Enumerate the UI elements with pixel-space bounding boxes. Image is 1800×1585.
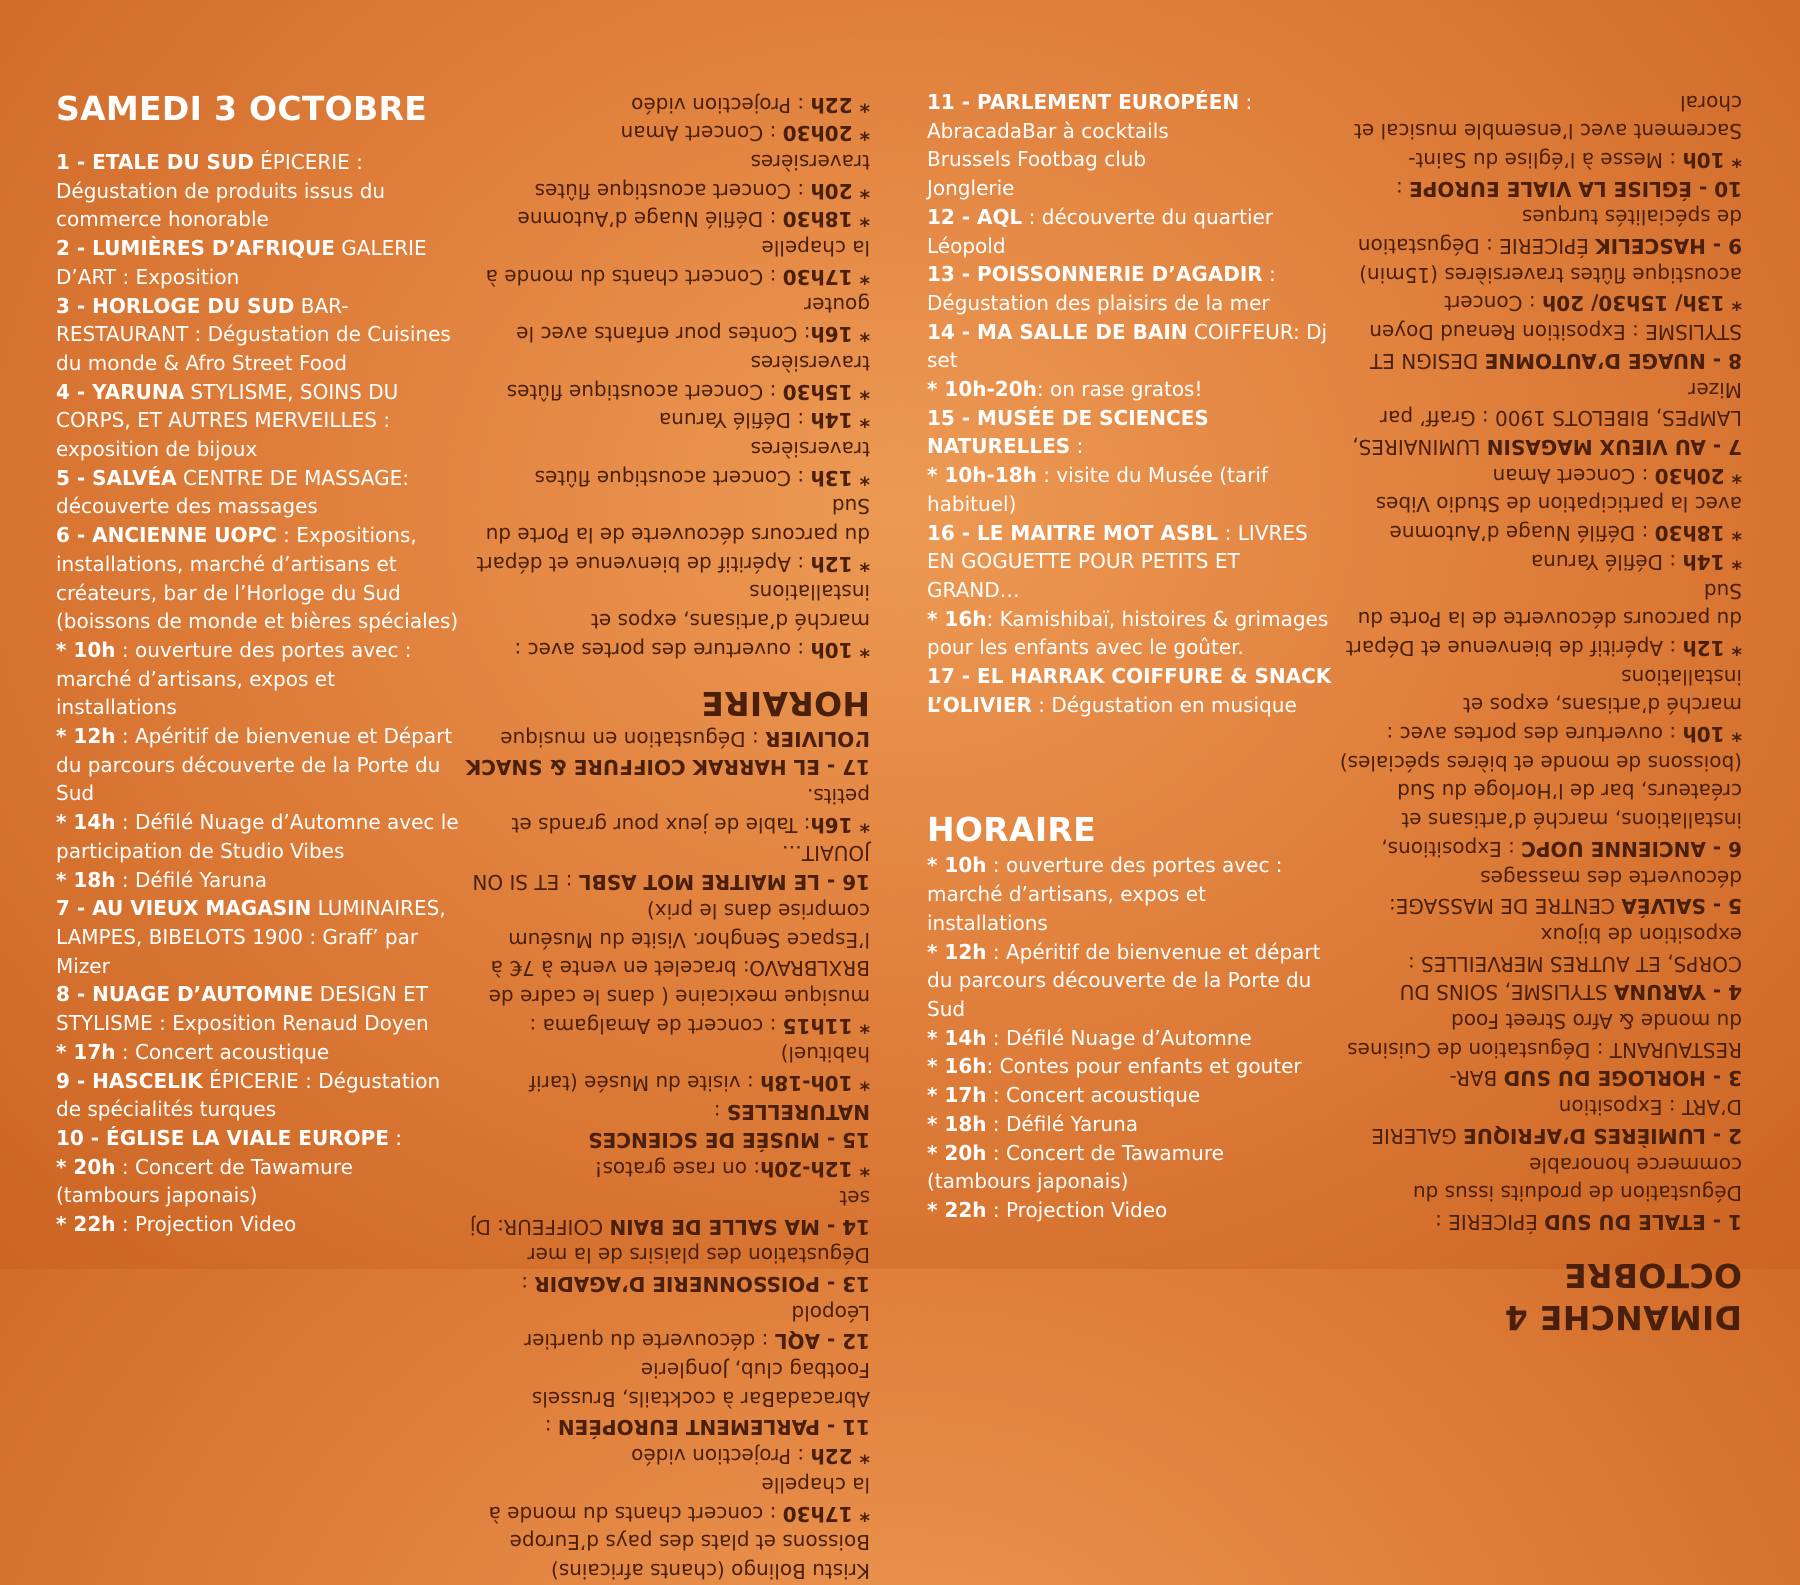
entry-text: : Défilé Yaruna bbox=[986, 1111, 1139, 1136]
entry-heading: * 18h30 bbox=[1654, 521, 1742, 546]
program-entry bbox=[465, 1298, 870, 1355]
program-entry bbox=[465, 434, 870, 491]
entry-text: : concert chants du monde à la chapelle bbox=[488, 1473, 870, 1526]
entry-text: : bbox=[1395, 176, 1410, 201]
entry-text: AbracadaBar à cocktails, Brussels Footbag club, Jonglerie bbox=[531, 1358, 870, 1411]
entry-heading: * 20h bbox=[927, 1140, 987, 1165]
entry-text: : on rase gratos! bbox=[1036, 377, 1203, 402]
entry-heading: * 16h bbox=[927, 1054, 987, 1079]
entry-heading: * 10h-18h bbox=[927, 463, 1037, 488]
program-entry bbox=[56, 521, 461, 636]
entry-text: : Contes pour enfants et gouter bbox=[986, 1054, 1302, 1079]
program-entry bbox=[927, 1110, 1332, 1139]
program-entry bbox=[465, 205, 870, 234]
entry-heading: * 14h bbox=[1682, 549, 1742, 574]
entry-heading: * 17h30 bbox=[782, 1501, 870, 1526]
saturday-column bbox=[56, 88, 461, 1239]
program-entry bbox=[56, 148, 461, 234]
program-entry bbox=[56, 894, 461, 980]
program-entry bbox=[927, 88, 1332, 117]
program-entry bbox=[1337, 1150, 1742, 1236]
entry-text: BAR-RESTAURANT : Dégustation de Cuisines du monde & Afro Street Food bbox=[1347, 1009, 1742, 1091]
entry-heading: 9 - HASCELIK bbox=[56, 1068, 203, 1093]
program-entry bbox=[465, 1556, 870, 1585]
entry-heading: * 15h30 bbox=[782, 379, 870, 404]
entry-heading: * 12h bbox=[56, 724, 116, 749]
program-entry bbox=[927, 519, 1332, 605]
entry-heading: * 20h30 bbox=[1654, 463, 1742, 488]
program-entry bbox=[56, 808, 461, 865]
entry-heading: 12 - AQL bbox=[774, 1329, 870, 1354]
entry-heading: * 10h bbox=[1682, 148, 1742, 173]
program-entry bbox=[927, 1024, 1332, 1053]
entry-heading: 15 - MUSÉE DE SCIENCES NATURELLES bbox=[927, 405, 1209, 459]
entry-heading: * 12h bbox=[810, 551, 870, 576]
program-entry bbox=[465, 1470, 870, 1527]
entry-text: : concert de Amalgama : musique mexicaine ( dans le cadre de BRXLBRAVO: bracelet en vente à 7€ à l’Espace Senghor. Visite du Muséum comprise dans le prix) bbox=[488, 898, 870, 1038]
program-entry bbox=[465, 839, 870, 896]
entry-heading: * 12h-20h bbox=[760, 1157, 870, 1182]
entry-text: Brussels Footbag club bbox=[927, 147, 1147, 172]
entry-text: : Apéritif de bienvenue et départ du parcours découverte de la Porte du Sud bbox=[476, 494, 870, 576]
program-entry bbox=[465, 90, 870, 119]
entry-heading: 4 - YARUNA bbox=[1613, 980, 1742, 1005]
program-entry bbox=[927, 404, 1332, 461]
saturday-continued-column bbox=[927, 88, 1332, 1225]
entry-heading: * 12h bbox=[927, 939, 987, 964]
entry-heading: * 11h15 bbox=[782, 1013, 870, 1038]
program-entry bbox=[56, 636, 461, 722]
entry-text: : Concert acoustique flûtes traversières bbox=[534, 150, 870, 203]
entry-text: : Apéritif de bienvenue et départ du parcours découverte de la Porte du Sud bbox=[927, 939, 1321, 1021]
entry-heading: 17 - EL HARRAK COIFFURE & SNACK L’OLIVIER bbox=[465, 726, 870, 780]
program-entry bbox=[1337, 88, 1742, 174]
program-entry bbox=[927, 117, 1332, 146]
sunday-column bbox=[1337, 88, 1742, 1338]
program-entry bbox=[465, 1183, 870, 1240]
entry-heading: 13 - POISSONNERIE D’AGADIR bbox=[927, 262, 1263, 287]
entry-text: : bbox=[1070, 434, 1084, 459]
entry-text: Jonglerie bbox=[927, 176, 1015, 201]
entry-text: LUMINAIRES, LAMPES, BIBELOTS 1900 : Graff’ par Mizer bbox=[56, 896, 446, 978]
sunday-title: DIMANCHE 4 OCTOBRE bbox=[1504, 1256, 1742, 1338]
program-entry bbox=[927, 260, 1332, 317]
entry-heading: * 17h bbox=[927, 1083, 987, 1108]
program-entry bbox=[927, 375, 1332, 404]
entry-text: : ET SI ON JOUAIT… bbox=[472, 841, 870, 895]
entry-text: : Défilé Nuage d’Automne avec la participation de Studio Vibes bbox=[1375, 492, 1742, 546]
program-entry bbox=[1337, 461, 1742, 490]
entry-heading: 14 - MA SALLE DE BAIN bbox=[927, 319, 1188, 344]
entry-heading: 11 - PARLEMENT EUROPÉEN bbox=[557, 1415, 870, 1440]
entry-heading: 6 - ANCIENNE UOPC bbox=[56, 523, 277, 548]
program-entry bbox=[56, 1067, 461, 1124]
program-entry bbox=[927, 174, 1332, 203]
entry-text: CENTRE DE MASSAGE: découverte des massages bbox=[1389, 865, 1742, 919]
program-entry bbox=[56, 1153, 461, 1210]
entry-text: : bbox=[713, 1099, 727, 1124]
program-entry bbox=[56, 234, 461, 291]
entry-heading: 2 - LUMIÈRES D’AFRIQUE bbox=[56, 236, 335, 261]
entry-text: : Concert acoustique bbox=[115, 1039, 330, 1064]
entry-text: Boissons et plats des pays d’Europe bbox=[509, 1530, 870, 1555]
entry-text: CENTRE DE MASSAGE: découverte des massages bbox=[56, 465, 409, 519]
program-entry bbox=[1337, 1007, 1742, 1093]
program-entry bbox=[465, 147, 870, 204]
entry-text: : Projection vidéo bbox=[631, 1444, 811, 1469]
program-entry bbox=[465, 1413, 870, 1442]
entry-heading: 10 - ÉGLISE LA VIALE EUROPE bbox=[1409, 176, 1742, 201]
entry-text: : Défilé Nuage d’Automne bbox=[517, 207, 783, 232]
saturday-horaire-list bbox=[927, 851, 1332, 1224]
entry-text: : découverte du quartier Léopold bbox=[927, 204, 1274, 258]
entry-heading: * 22h bbox=[927, 1197, 987, 1222]
entry-heading: 5 - SALVÉA bbox=[1621, 894, 1742, 919]
program-entry bbox=[1337, 576, 1742, 662]
entry-text: AbracadaBar à cocktails bbox=[927, 118, 1169, 143]
entry-text: ÉPICERIE : Dégustation de spécialités turques bbox=[56, 1068, 441, 1122]
entry-heading: * 22h bbox=[810, 1444, 870, 1469]
entry-text: GALERIE D’ART : Exposition bbox=[1371, 1095, 1742, 1149]
entry-heading: * 22h bbox=[56, 1212, 116, 1237]
entry-text: COIFFEUR: Dj set bbox=[927, 319, 1328, 373]
program-entry bbox=[56, 1124, 461, 1153]
entry-heading: 4 - YARUNA bbox=[56, 379, 185, 404]
entry-heading: 8 - NUAGE D’AUTOMNE bbox=[56, 982, 314, 1007]
program-entry bbox=[1337, 203, 1742, 260]
program-entry bbox=[1337, 490, 1742, 547]
entry-heading: * 13h bbox=[810, 465, 870, 490]
program-entry bbox=[465, 1097, 870, 1154]
entry-heading: 16 - LE MAITRE MOT ASBL bbox=[927, 520, 1219, 545]
program-entry bbox=[465, 896, 870, 1040]
entry-heading: 17 - EL HARRAK COIFFURE & SNACK L’OLIVIER bbox=[927, 664, 1332, 717]
entry-heading: * 14h bbox=[56, 810, 116, 835]
program-entry bbox=[927, 1052, 1332, 1081]
entry-text: : Projection Video bbox=[115, 1212, 297, 1237]
entry-text: ÉPICERIE : Dégustation de produits issus du commerce honorable bbox=[56, 150, 386, 232]
saturday-horaire-title: HORAIRE bbox=[927, 810, 1096, 850]
entry-heading: * 18h30 bbox=[782, 207, 870, 232]
program-entry bbox=[1337, 375, 1742, 461]
entry-heading: * 10h-20h bbox=[927, 377, 1037, 402]
entry-text: : Projection vidéo bbox=[631, 92, 811, 117]
program-entry bbox=[1337, 920, 1742, 1006]
program-entry bbox=[465, 119, 870, 148]
entry-text: STYLISME, SOINS DU CORPS, ET AUTRES MERVEILLES : exposition de bijoux bbox=[56, 379, 399, 462]
program-entry bbox=[927, 1196, 1332, 1225]
saturday-entries bbox=[56, 148, 461, 1239]
entry-heading: 12 - AQL bbox=[927, 204, 1023, 229]
entry-heading: * 10h bbox=[927, 853, 987, 878]
entry-heading: 1 - ETALE DU SUD bbox=[56, 150, 254, 174]
entry-heading: * 13h/ 15h30/ 20h bbox=[1542, 291, 1742, 316]
entry-heading: * 10h-18h bbox=[760, 1071, 870, 1096]
entry-text: : Dégustation des plaisirs de la mer bbox=[521, 1243, 870, 1297]
entry-text: : ouverture des portes avec : marché d’artisans, expos et installations bbox=[56, 637, 412, 720]
entry-text: : visite du Musée (tarif habituel) bbox=[529, 1042, 870, 1096]
program-entry bbox=[1337, 174, 1742, 203]
entry-text: : Messe à l’église du Saint-Sacrement avec l’ensemble musical et choral bbox=[1354, 90, 1742, 173]
program-entry bbox=[465, 724, 870, 781]
entry-heading: 3 - HORLOGE DU SUD bbox=[56, 293, 295, 318]
program-entry bbox=[56, 1038, 461, 1067]
entry-text: : Concert chants du monde à la chapelle bbox=[485, 236, 870, 289]
program-entry bbox=[465, 1356, 870, 1413]
entry-heading: 15 - MUSÉE DE SCIENCES NATURELLES bbox=[588, 1099, 870, 1153]
entry-text: : Défilé Yaruna bbox=[115, 867, 268, 892]
program-entry bbox=[465, 781, 870, 838]
entry-heading: 3 - HORLOGE DU SUD bbox=[1503, 1066, 1742, 1091]
program-entry bbox=[1337, 863, 1742, 920]
program-entry bbox=[927, 1081, 1332, 1110]
entry-heading: * 22h bbox=[810, 92, 870, 117]
program-entry bbox=[56, 866, 461, 895]
saturday-cont-entries bbox=[927, 88, 1332, 719]
entry-text: : Dégustation en musique bbox=[1031, 692, 1297, 717]
program-entry bbox=[927, 145, 1332, 174]
entry-heading: * 12h bbox=[1682, 636, 1742, 661]
entry-text: : bbox=[1239, 90, 1253, 114]
entry-text: Kristu Bolingo (chants africains) bbox=[550, 1559, 870, 1584]
entry-text: : Concert de Tawamure (tambours japonais) bbox=[56, 1154, 353, 1208]
entry-text: : ouverture des portes avec : marché d’artisans, expos et installations bbox=[514, 580, 870, 663]
entry-heading: 13 - POISSONNERIE D’AGADIR bbox=[534, 1272, 870, 1297]
sunday-horaire-list bbox=[465, 90, 870, 664]
entry-heading: 2 - LUMIÈRES D’AFRIQUE bbox=[1463, 1124, 1742, 1149]
entry-text: : Contes pour enfants avec le gouter bbox=[516, 293, 870, 347]
entry-heading: 6 - ANCIENNE UOPC bbox=[1521, 836, 1742, 861]
program-entry bbox=[465, 1241, 870, 1298]
program-entry bbox=[56, 1210, 461, 1239]
entry-heading: * 17h bbox=[56, 1039, 116, 1064]
entry-text: : on rase gratos! bbox=[594, 1157, 761, 1182]
entry-heading: 14 - MA SALLE DE BAIN bbox=[609, 1214, 870, 1239]
entry-text: DESIGN ET STYLISME : Exposition Renaud Doyen bbox=[1369, 320, 1742, 374]
entry-text: : Apéritif de bienvenue et Départ du parcours découverte de la Porte du Sud bbox=[1345, 578, 1742, 661]
entry-heading: * 10h bbox=[810, 638, 870, 663]
entry-heading: 1 - ETALE DU SUD bbox=[1544, 1210, 1742, 1235]
program-entry bbox=[1337, 547, 1742, 576]
program-entry bbox=[56, 464, 461, 521]
program-entry bbox=[927, 461, 1332, 518]
entry-text: : Dégustation des plaisirs de la mer bbox=[927, 262, 1276, 315]
entry-heading: 7 - AU VIEUX MAGASIN bbox=[1486, 435, 1742, 460]
entry-text: : Concert Aman bbox=[620, 121, 783, 146]
entry-heading: 5 - SALVÉA bbox=[56, 465, 177, 490]
entry-text: : LIVRES EN GOGUETTE POUR PETITS ET GRAND… bbox=[927, 520, 1308, 602]
program-entry bbox=[1337, 318, 1742, 375]
entry-text: : Concert Aman bbox=[1492, 463, 1655, 488]
entry-heading: * 17h30 bbox=[782, 264, 870, 289]
entry-text: : Défilé Yaruna bbox=[658, 408, 811, 433]
program-entry bbox=[465, 1528, 870, 1557]
entry-text: : Défilé Yaruna bbox=[1530, 549, 1683, 574]
entry-text: GALERIE D’ART : Exposition bbox=[56, 236, 427, 289]
program-entry bbox=[927, 938, 1332, 1024]
entry-heading: 11 - PARLEMENT EUROPÉEN bbox=[927, 90, 1240, 114]
program-entry bbox=[927, 605, 1332, 662]
entry-heading: 16 - LE MAITRE MOT ASBL bbox=[578, 870, 870, 895]
entry-text: : ouverture des portes avec : marché d’artisans, expos et installations bbox=[927, 853, 1283, 935]
entry-text: COIFFEUR: Dj set bbox=[469, 1186, 870, 1239]
entry-heading: * 20h bbox=[810, 178, 870, 203]
entry-heading: 10 - ÉGLISE LA VIALE EUROPE bbox=[56, 1125, 389, 1150]
entry-text: : Concert acoustique flûtes traversières bbox=[534, 437, 870, 490]
entry-text: : découverte du quartier Léopold bbox=[523, 1300, 870, 1354]
entry-text: : Concert acoustique flûtes traversières bbox=[506, 351, 870, 404]
program-entry bbox=[465, 291, 870, 348]
entry-heading: * 14h bbox=[927, 1025, 987, 1050]
program-entry bbox=[927, 318, 1332, 375]
entry-text: ÉPICERIE : Dégustation de spécialités turques bbox=[1357, 205, 1742, 259]
program-entry bbox=[927, 851, 1332, 937]
entry-text: : Concert acoustique flûtes traversières (15min) bbox=[1359, 262, 1742, 316]
entry-heading: * 14h bbox=[810, 408, 870, 433]
program-entry bbox=[927, 662, 1332, 719]
entry-text: : Concert de Tawamure (tambours japonais) bbox=[927, 1140, 1224, 1194]
entry-text: : Concert acoustique bbox=[986, 1083, 1201, 1108]
entry-heading: * 18h bbox=[927, 1111, 987, 1136]
program-entry bbox=[927, 203, 1332, 260]
entry-text: : visite du Musée (tarif habituel) bbox=[927, 463, 1268, 516]
program-entry bbox=[56, 292, 461, 378]
entry-heading: * 16h bbox=[810, 322, 870, 347]
entry-text: : Apéritif de bienvenue et Départ du parcours découverte de la Porte du Sud bbox=[56, 724, 453, 806]
program-entry bbox=[465, 348, 870, 405]
entry-text: : Table de jeux pour grands et petits. bbox=[511, 784, 870, 837]
program-entry bbox=[56, 722, 461, 808]
entry-heading: * 16h bbox=[810, 812, 870, 837]
program-entry bbox=[56, 378, 461, 464]
entry-heading: 8 - NUAGE D’AUTOMNE bbox=[1484, 349, 1742, 374]
program-entry bbox=[465, 234, 870, 291]
entry-text: ÉPICERIE : Dégustation de produits issus du commerce honorable bbox=[1412, 1152, 1742, 1235]
program-entry bbox=[465, 578, 870, 664]
entry-text: STYLISME, SOINS DU CORPS, ET AUTRES MERVEILLES : exposition de bijoux bbox=[1399, 923, 1742, 1005]
sunday-horaire-title: HORAIRE bbox=[701, 684, 870, 724]
entry-text: : Expositions, installations, marché d’artisans et créateurs, bar de l’Horloge du Sud (boissons de monde et bières spéciales) bbox=[1339, 750, 1742, 861]
entry-text: : ouverture des portes avec : marché d’artisans, expos et installations bbox=[1386, 664, 1742, 747]
sunday-entries bbox=[1337, 88, 1742, 1236]
program-entry bbox=[927, 1139, 1332, 1196]
entry-heading: * 20h30 bbox=[782, 121, 870, 146]
entry-heading: * 10h bbox=[56, 637, 116, 662]
entry-text: : Expositions, installations, marché d’artisans et créateurs, bar de l’Horloge du Sud (boissons de monde et bières spéciales) bbox=[56, 523, 459, 634]
program-entry bbox=[1337, 662, 1742, 748]
program-entry bbox=[1337, 748, 1742, 863]
entry-heading: 9 - HASCELIK bbox=[1595, 234, 1742, 259]
program-entry bbox=[1337, 1093, 1742, 1150]
program-entry bbox=[465, 406, 870, 435]
entry-text: BAR-RESTAURANT : Dégustation de Cuisines du monde & Afro Street Food bbox=[56, 293, 451, 375]
entry-heading: * 10h bbox=[1682, 722, 1742, 747]
entry-text: : Défilé Nuage d’Automne bbox=[986, 1025, 1252, 1050]
program-entry bbox=[465, 492, 870, 578]
entry-text: : bbox=[544, 1415, 558, 1440]
entry-text: LUMINAIRES, LAMPES, BIBELOTS 1900 : Graff’ par Mizer bbox=[1352, 377, 1742, 460]
program-entry bbox=[1337, 260, 1742, 317]
entry-text: : Projection Video bbox=[986, 1197, 1168, 1222]
entry-text: DESIGN ET STYLISME : Exposition Renaud Doyen bbox=[56, 982, 429, 1036]
entry-text: : Dégustation en musique bbox=[500, 726, 766, 751]
program-entry bbox=[465, 1040, 870, 1097]
program-entry bbox=[56, 980, 461, 1037]
entry-text: : Kamishibaï, histoires & grimages pour les enfants avec le goûter. bbox=[927, 606, 1329, 660]
entry-heading: 7 - AU VIEUX MAGASIN bbox=[56, 896, 312, 921]
sunday-continued-column bbox=[465, 90, 870, 1585]
entry-heading: * 16h bbox=[927, 606, 987, 631]
entry-heading: * 18h bbox=[56, 867, 116, 892]
sunday-cont-entries bbox=[465, 724, 870, 1585]
entry-text: : bbox=[388, 1125, 403, 1150]
saturday-title: SAMEDI 3 OCTOBRE bbox=[56, 89, 428, 128]
program-entry bbox=[465, 1442, 870, 1471]
entry-heading: * 20h bbox=[56, 1154, 116, 1179]
program-entry bbox=[465, 1155, 870, 1184]
entry-text: : Défilé Nuage d’Automne avec le participation de Studio Vibes bbox=[56, 810, 459, 863]
